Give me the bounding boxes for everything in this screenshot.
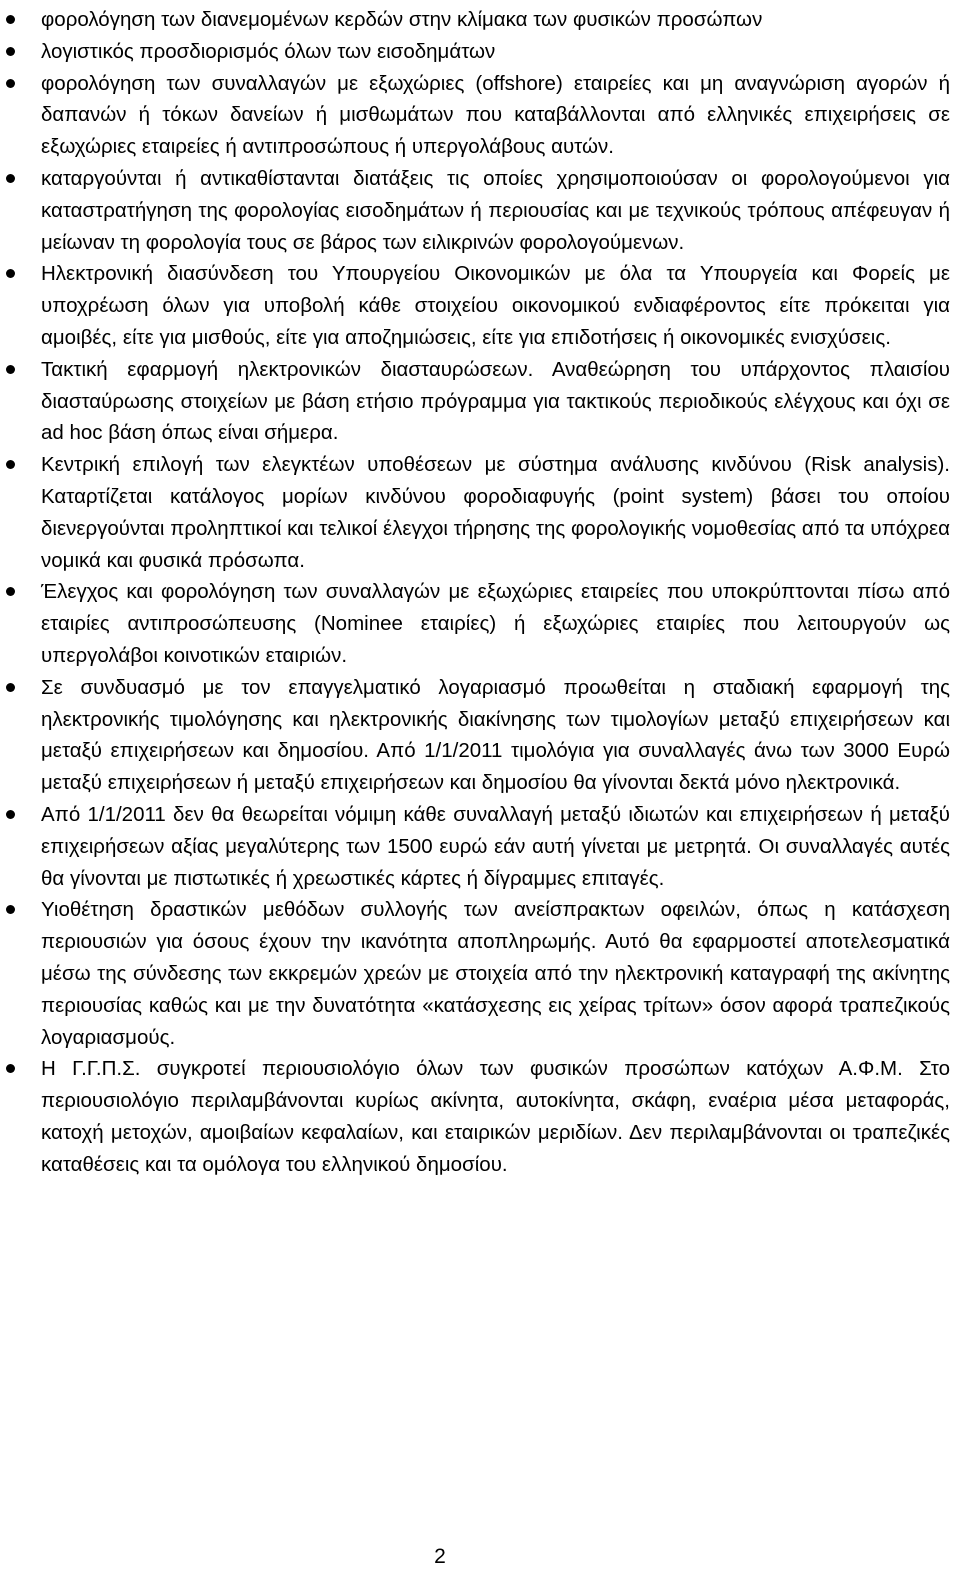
bullet-icon xyxy=(6,174,15,183)
list-item xyxy=(41,894,950,1053)
bullet-icon xyxy=(6,47,15,56)
list-item-text: φορολόγηση των διανεμομένων κερδών στην κλίμακα των φυσικών προσώπων xyxy=(41,8,763,31)
bullet-icon xyxy=(6,587,15,596)
list-item xyxy=(41,799,950,894)
list-item xyxy=(41,258,950,353)
list-item-text: Τακτική εφαρμογή ηλεκτρονικών διασταυρώσεων. Αναθεώρηση του υπάρχοντος πλαισίου διασταύρωσης στοιχείων με βάση ετήσιο πρόγραμμα για τακτικούς περιοδικούς ελέγχους και όχι σε ad hoc βάση όπως είναι σήμερα. xyxy=(41,357,950,445)
list-item-text: λογιστικός προσδιορισμός όλων των εισοδημάτων xyxy=(41,39,496,63)
bullet-icon xyxy=(6,269,15,278)
list-item xyxy=(41,1053,950,1180)
list-item-text: Ηλεκτρονική διασύνδεση του Υπουργείου Οικονομικών με όλα τα Υπουργεία και Φορείς με υποχρέωση όλων για υποβολή κάθε στοιχείου οικονομικού ενδιαφέροντος είτε πρόκειται για αμοιβές, είτε για μισθούς, είτε για αποζημιώσεις, είτε για επιδοτήσεις ή οικονομικές ενισχύσεις. xyxy=(41,262,950,349)
list-item-text: φορολόγηση των συναλλαγών με εξωχώριες (offshore) εταιρείες και μη αναγνώριση αγορών ή δαπανών ή τόκων δανείων ή μισθωμάτων που καταβάλλονται από ελληνικές επιχειρήσεις σε εξωχώριες εταιρείες ή αντιπροσώπους ή υπεργολάβους αυτών. xyxy=(41,71,950,159)
list-item-text: Από 1/1/2011 δεν θα θεωρείται νόμιμη κάθε συναλλαγή μεταξύ ιδιωτών και επιχειρήσεων ή μεταξύ επιχειρήσεων αξίας μεγαλύτερης των 1500 ευρώ εάν αυτή γίνεται με μετρητά. Οι συναλλαγές αυτές θα γίνονται με πιστωτικές ή χρεωστικές κάρτες ή δίγραμμες επιταγές. xyxy=(41,802,950,890)
list-item-text: Η Γ.Γ.Π.Σ. συγκροτεί περιουσιολόγιο όλων των φυσικών προσώπων κατόχων Α.Φ.Μ. Στο περιουσιολόγιο περιλαμβάνονται κυρίως ακίνητα, αυτοκίνητα, σκάφη, εναέρια μέσα μεταφοράς, κατοχή μετοχών, αμοιβαίων κεφαλαίων, και εταιρικών μεριδίων. Δεν περιλαμβάνονται οι τραπεζικές καταθέσεις και τα ομόλογα του ελληνικού δημοσίου. xyxy=(41,1057,950,1176)
list-item xyxy=(41,449,950,576)
bullet-icon xyxy=(6,683,15,692)
list-item xyxy=(41,68,950,163)
bullet-icon xyxy=(6,365,15,374)
bullet-list xyxy=(41,4,950,1180)
bullet-icon xyxy=(6,15,15,24)
list-item-text: καταργούνται ή αντικαθίστανται διατάξεις τις οποίες χρησιμοποιούσαν οι φορολογούμενοι για καταστρατήγηση της φορολογίας εισοδημάτων ή περιουσίας και με τεχνικούς τρόπους απέφευγαν ή μείωναν τη φορολογία τους σε βάρος των ειλικρινών φορολογούμενων. xyxy=(41,166,950,254)
list-item xyxy=(41,163,950,258)
bullet-icon xyxy=(6,1064,15,1073)
list-item xyxy=(41,672,950,799)
list-item-text: Υιοθέτηση δραστικών μεθόδων συλλογής των ανείσπρακτων οφειλών, όπως η κατάσχεση περιουσιών για όσους έχουν την ικανότητα αποπληρωμής. Αυτό θα εφαρμοστεί αποτελεσματικά μέσω της σύνδεσης των εκκρεμών χρεών με στοιχεία από την ηλεκτρονική καταγραφή της ακίνητης περιουσίας καθώς και με την δυνατότητα «κατάσχεσης εις χείρας τρίτων» όσον αφορά τραπεζικούς λογαριασμούς. xyxy=(41,898,950,1049)
list-item xyxy=(41,4,950,36)
bullet-icon xyxy=(6,460,15,469)
list-item-text: Σε συνδυασμό με τον επαγγελματικό λογαριασμό προωθείται η σταδιακή εφαρμογή της ηλεκτρονικής τιμολόγησης και ηλεκτρονικής διακίνησης των τιμολογίων μεταξύ επιχειρήσεων και μεταξύ επιχειρήσεων και δημοσίου. Από 1/1/2011 τιμολόγια για συναλλαγές άνω των 3000 Ευρώ μεταξύ επιχειρήσεων ή μεταξύ επιχειρήσεων και δημοσίου θα γίνονται δεκτά μόνο ηλεκτρονικά. xyxy=(41,675,950,795)
list-item-text: Έλεγχος και φορολόγηση των συναλλαγών με εξωχώριες εταιρείες που υποκρύπτονται πίσω από εταιρίες αντιπροσώπευσης (Nominee εταιρίες) ή εξωχώριες εταιρίες που λειτουργούν ως υπεργολάβοι κοινοτικών εταιριών. xyxy=(41,580,950,667)
list-item xyxy=(41,576,950,671)
bullet-icon xyxy=(6,905,15,914)
page-number: 2 xyxy=(434,1545,446,1568)
bullet-icon xyxy=(6,810,15,819)
list-item-text: Κεντρική επιλογή των ελεγκτέων υποθέσεων με σύστημα ανάλυσης κινδύνου (Risk analysis). Καταρτίζεται κατάλογος μορίων κινδύνου φοροδιαφυγής (point system) βάσει του οποίου διενεργούνται προληπτικοί και τελικοί έλεγχοι τήρησης της φορολογικής νομοθεσίας από τα υπόχρεα νομικά και φυσικά πρόσωπα. xyxy=(41,453,950,572)
list-item xyxy=(41,354,950,449)
list-item xyxy=(41,36,950,68)
bullet-icon xyxy=(6,79,15,88)
